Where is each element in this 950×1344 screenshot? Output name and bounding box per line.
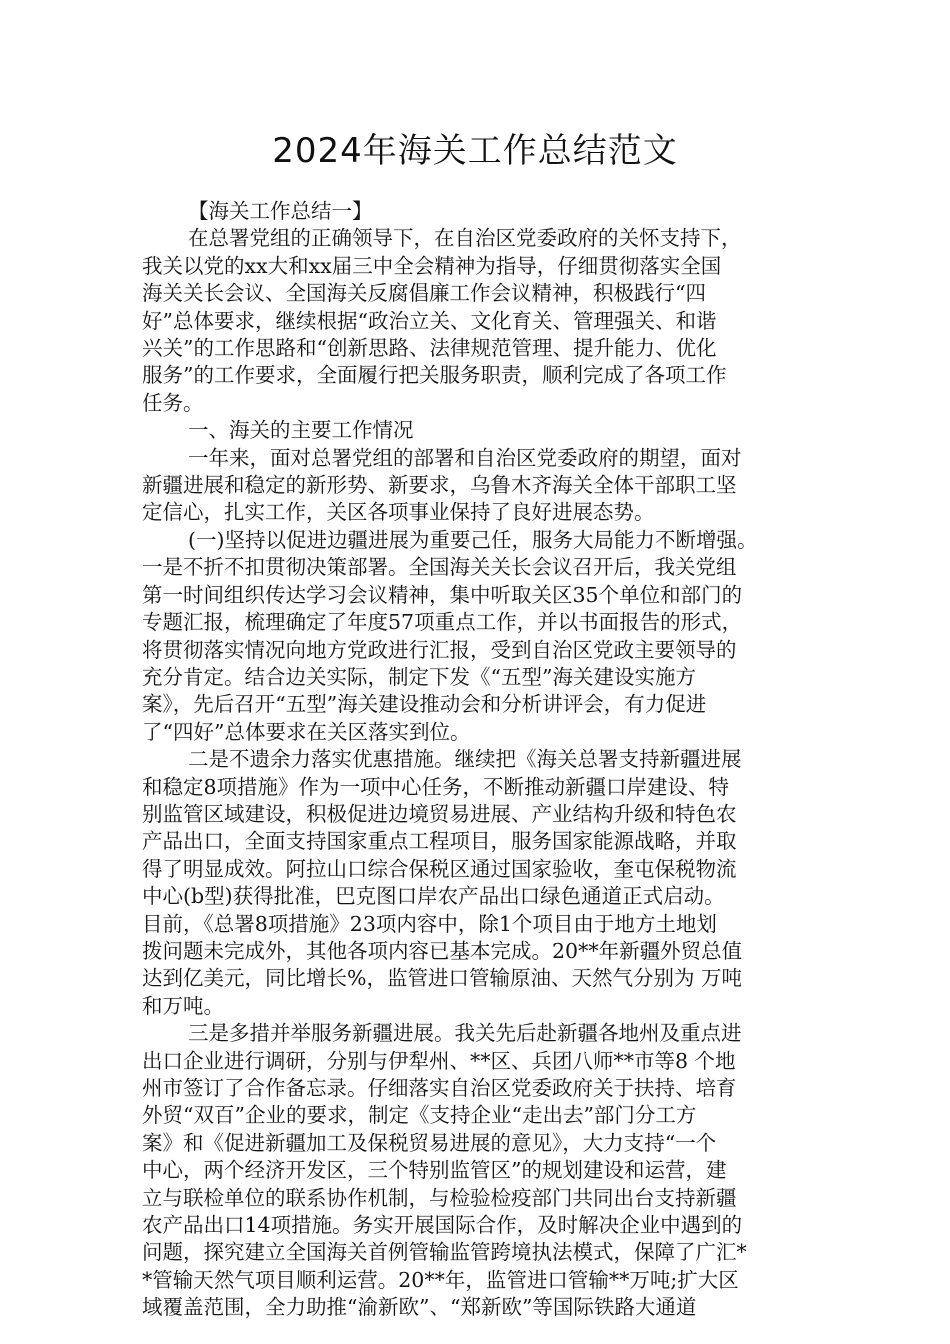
text-line: 定信心，扎实工作，关区各项事业保持了良好进展态势。	[142, 500, 655, 525]
text-line: 服务”的工作要求，全面履行把关服务职责，顺利完成了各项工作	[142, 363, 727, 388]
text-line: 中心，两个经济开发区，三个特别监管区”的规划建设和运营，建	[142, 1158, 727, 1183]
text-line: 拨问题未完成外，其他各项内容已基本完成。20**年新疆外贸总值	[142, 938, 743, 963]
document-body	[142, 198, 810, 1322]
text-line: 第一时间组织传达学习会议精神，集中听取关区35个单位和部门的	[142, 582, 743, 607]
text-line: 充分肯定。结合边关实际，制定下发《“五型”海关建设实施方	[142, 664, 696, 689]
text-line: 出口企业进行调研，分别与伊犁州、**区、兵团八师**市等8 个地	[142, 1048, 736, 1073]
text-line: 得了明显成效。阿拉山口综合保税区通过国家验收，奎屯保税物流	[142, 856, 737, 881]
text-line: 新疆进展和稳定的新形势、新要求，乌鲁木齐海关全体干部职工坚	[142, 473, 737, 498]
text-line: 达到亿美元，同比增长%，监管进口管输原油、天然气分别为 万吨	[142, 966, 742, 991]
text-line: 案》，先后召开“五型”海关建设推动会和分析讲评会，有力促进	[142, 692, 707, 717]
text-line: 一年来，面对总署党组的部署和自治区党委政府的期望，面对	[188, 445, 742, 470]
text-line: 州市签订了合作备忘录。仔细落实自治区党委政府关于扶持、培育	[142, 1076, 737, 1100]
text-line: 我关以党的xx大和xx届三中全会精神为指导，仔细贯彻落实全国	[142, 253, 722, 278]
text-line: 立与联检单位的联系协作机制，与检验检疫部门共同出台支持新疆	[142, 1185, 737, 1210]
text-line: 兴关”的工作思路和“创新思路、法律规范管理、提升能力、优化	[142, 336, 717, 361]
text-line: 外贸“双百”企业的要求，制定《支持企业“走出去”部门分工方	[142, 1103, 697, 1128]
text-line: 在总署党组的正确领导下，在自治区党委政府的关怀支持下，	[188, 226, 742, 251]
text-line: 中心(b型)获得批准，巴克图口岸农产品出口绿色通道正式启动。	[142, 884, 725, 909]
text-line: 三是多措并举服务新疆进展。我关先后赴新疆各地州及重点进	[188, 1021, 742, 1046]
text-line: 问题，探究建立全国海关首例管输监管跨境执法模式，保障了广汇*	[142, 1240, 747, 1265]
text-line: 域覆盖范围，全力助推“渝新欧”、“郑新欧”等国际铁路大通道	[142, 1295, 697, 1320]
text-line: 农产品出口14项措施。务实开展国际合作，及时解决企业中遇到的	[142, 1213, 743, 1238]
text-line: 产品出口，全面支持国家重点工程项目，服务国家能源战略，并取	[142, 829, 737, 854]
text-line: 目前，《总署8项措施》23项内容中，除1个项目由于地方土地划	[142, 911, 717, 936]
text-line: 案》和《促进新疆加工及保税贸易进展的意见》，大力支持“一个	[142, 1130, 717, 1155]
text-line: 将贯彻落实情况向地方党政进行汇报，受到自治区党政主要领导的	[142, 637, 737, 662]
text-line: 海关关长会议、全国海关反腐倡廉工作会议精神，积极践行“四	[142, 281, 706, 306]
document-title: 2024年海关工作总结范文	[272, 131, 678, 171]
text-line: 和稳定8项措施》作为一项中心任务，不断推动新疆口岸建设、特	[142, 774, 730, 799]
text-line: 了“四好”总体要求在关区落实到位。	[142, 719, 471, 744]
text-line: 【海关工作总结一】	[188, 199, 373, 223]
text-line: 一、海关的主要工作情况	[188, 418, 414, 443]
text-line: 专题汇报，梳理确定了年度57项重点工作，并以书面报告的形式，	[142, 610, 743, 635]
text-line: 和万吨。	[142, 993, 224, 1018]
text-line: 二是不遗余力落实优惠措施。继续把《海关总署支持新疆进展	[188, 747, 742, 772]
text-line: 任务。	[142, 390, 204, 415]
text-line: *管输天然气项目顺利运营。20**年，监管进口管输**万吨;扩大区	[142, 1267, 739, 1292]
text-line: 好”总体要求，继续根据“政治立关、文化育关、管理强关、和谐	[142, 308, 717, 333]
text-line: 别监管区域建设，积极促进边境贸易进展、产业结构升级和特色农	[142, 801, 737, 826]
text-line: 一是不折不扣贯彻决策部署。全国海关关长会议召开后，我关党组	[142, 555, 737, 580]
text-line: (一)坚持以促进边疆进展为重要己任，服务大局能力不断增强。	[188, 527, 758, 552]
